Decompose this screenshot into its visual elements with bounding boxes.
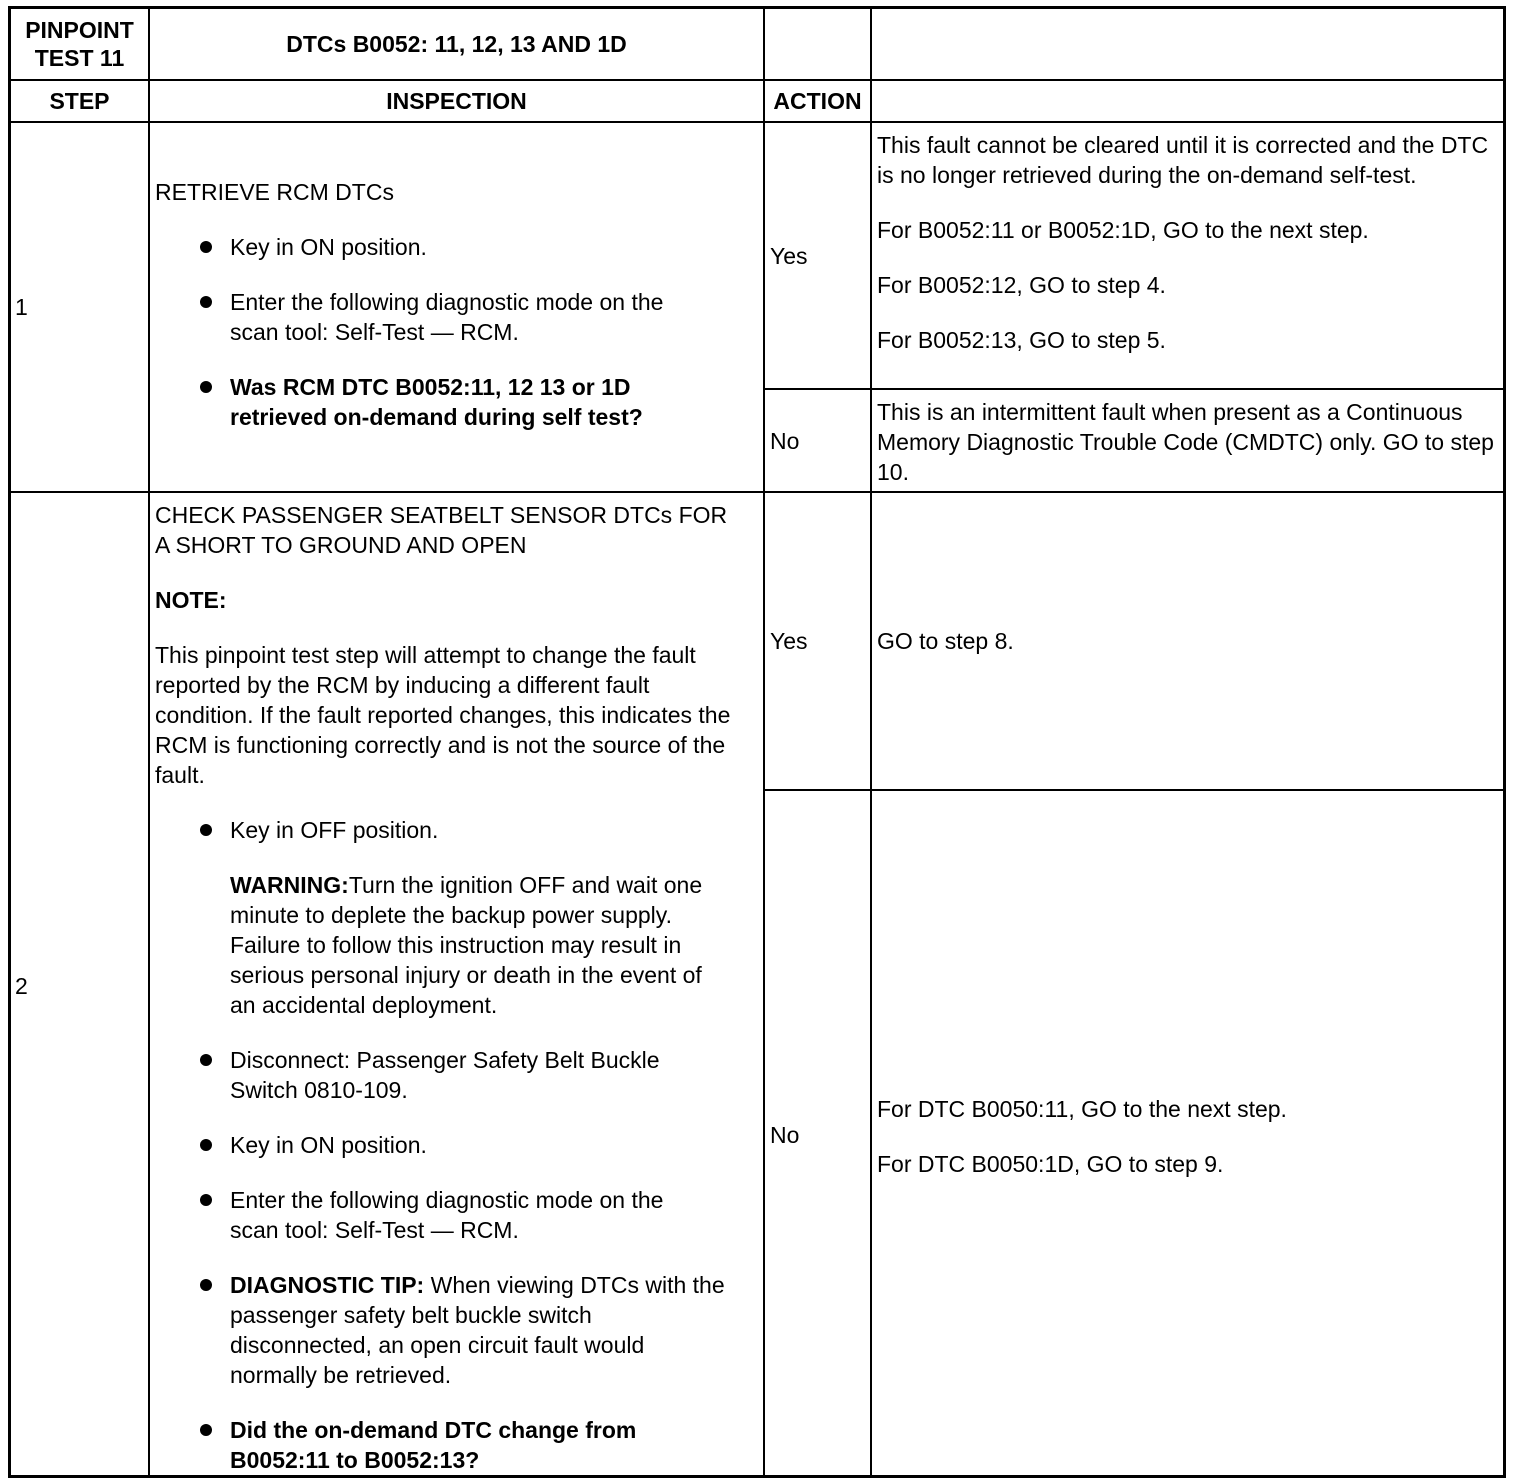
step2-no-text-2: For DTC B0050:1D, GO to step 9. — [877, 1151, 1224, 1177]
step2-warning-label: WARNING: — [230, 872, 349, 898]
step2-bullet-5: Did the on-demand DTC change from B0052:11 to B0052:13? — [155, 1415, 700, 1475]
page-title — [150, 9, 763, 79]
step1-number: 1 — [15, 294, 28, 320]
step1-yes-text-2: For B0052:11 or B0052:1D, GO to the next step. — [877, 217, 1369, 243]
step2-action-yes: Yes — [770, 628, 808, 654]
title-blank-result — [872, 9, 1503, 79]
step2-bullet-3: Key in ON position. — [155, 1130, 755, 1160]
step1-bullet-3: Was RCM DTC B0052:11, 12 13 or 1D retrieved on-demand during self test? — [155, 372, 710, 432]
step1-result-yes — [877, 130, 1501, 355]
step1-yes-text-1: This fault cannot be cleared until it is corrected and the DTC is no longer retrieved during the on-demand self-test. — [877, 132, 1489, 188]
page-title-text: DTCs B0052: 11, 12, 13 AND 1D — [286, 31, 627, 57]
step2-heading: CHECK PASSENGER SEATBELT SENSOR DTCs FOR A SHORT TO GROUND AND OPEN — [155, 502, 728, 558]
pinpoint-label-text: PINPOINT TEST 11 — [25, 17, 134, 71]
step1-bullet-2: Enter the following diagnostic mode on the scan tool: Self-Test — RCM. — [155, 287, 710, 347]
col-divider-action — [870, 9, 872, 1475]
step2-number: 2 — [15, 972, 28, 999]
step1-action-no: No — [770, 427, 800, 454]
column-header-action: ACTION — [773, 88, 862, 114]
step2-warning-text: Turn the ignition OFF and wait one minute to deplete the backup power supply. Failure to follow this instruction may result in serious personal injury or death in the event of an accidental deployment. — [230, 872, 703, 1018]
step2-note-text: This pinpoint test step will attempt to change the fault reported by the RCM by inducing a different fault condition. If the fault reported changes, this indicates the RCM is functioning correctly and is not the source of the fault. — [155, 642, 731, 788]
row-divider-step2-yes-no — [763, 789, 1503, 791]
step2-result-yes: GO to step 8. — [877, 628, 1014, 654]
row-divider-header — [11, 121, 1503, 123]
step2-tip-label: DIAGNOSTIC TIP: — [230, 1272, 425, 1298]
step2-bullet-2: Disconnect: Passenger Safety Belt Buckle Switch 0810-109. — [155, 1045, 710, 1105]
step2-warning — [155, 870, 715, 1020]
col-divider-inspection — [763, 9, 765, 1475]
col-divider-step — [148, 9, 150, 1475]
step2-bullet-4: Enter the following diagnostic mode on the scan tool: Self-Test — RCM. — [155, 1185, 710, 1245]
step2-bullet-tip — [155, 1270, 730, 1390]
column-header-step: STEP — [49, 88, 110, 114]
step1-result-no: This is an intermittent fault when present as a Continuous Memory Diagnostic Trouble Code (CMDTC) only. GO to step 10. — [877, 399, 1494, 485]
column-header-inspection: INSPECTION — [386, 88, 527, 114]
step1-heading: RETRIEVE RCM DTCs — [155, 179, 394, 205]
pinpoint-test-table — [8, 6, 1506, 1478]
step2-result-no — [877, 1094, 1501, 1179]
step1-action-yes: Yes — [770, 242, 808, 269]
step1-bullet-1: Key in ON position. — [155, 232, 755, 262]
step2-bullet-1: Key in OFF position. — [155, 815, 755, 845]
step2-inspection — [155, 500, 755, 1475]
step1-yes-text-4: For B0052:13, GO to step 5. — [877, 327, 1166, 353]
pinpoint-label — [11, 9, 148, 79]
step1-inspection — [155, 177, 755, 432]
row-divider-step1-yes-no — [763, 388, 1503, 390]
step1-yes-text-3: For B0052:12, GO to step 4. — [877, 272, 1166, 298]
step2-action-no: No — [770, 1121, 800, 1148]
step2-tip-text: When viewing DTCs with the passenger safety belt buckle switch disconnected, an open circuit fault would normally be retrieved. — [230, 1272, 725, 1388]
step2-no-text-1: For DTC B0050:11, GO to the next step. — [877, 1096, 1287, 1122]
title-blank-action — [765, 9, 870, 79]
step2-note-label: NOTE: — [155, 587, 227, 613]
